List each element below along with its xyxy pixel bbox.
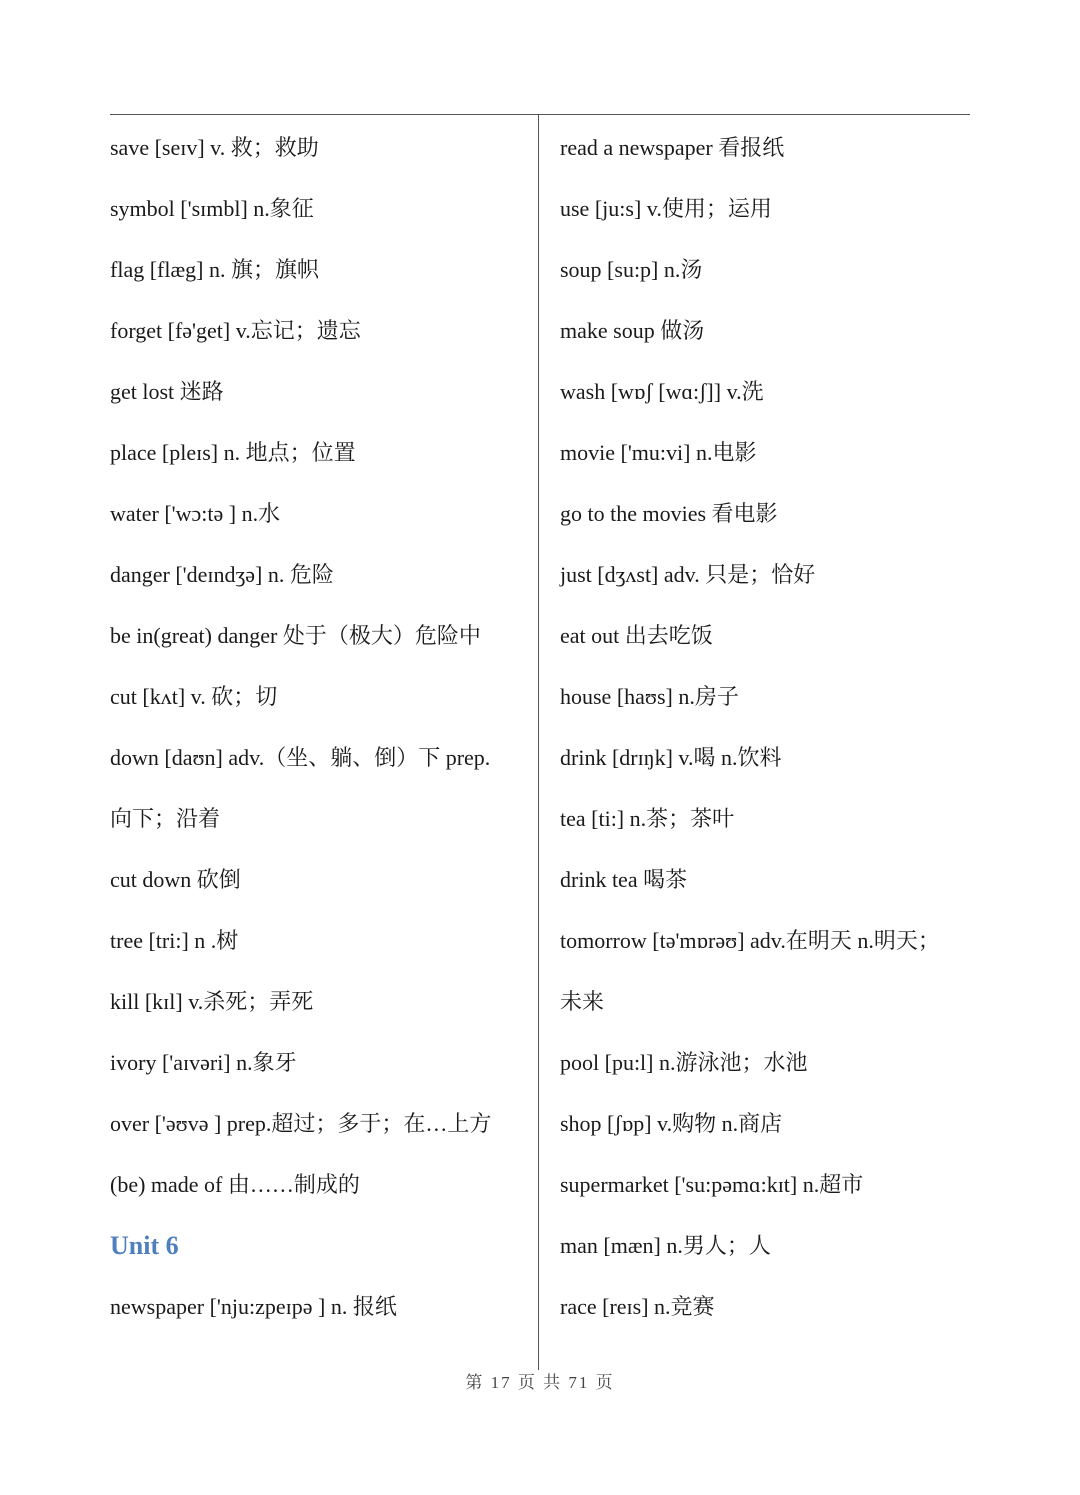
left-vocab-entry: (be) made of 由……制成的: [110, 1172, 360, 1197]
right-vocab-entry: house [haʊs] n.房子: [560, 684, 739, 709]
right-vocab-entry: tea [ti:] n.茶；茶叶: [560, 806, 735, 831]
left-vocab-entry: down [daʊn] adv.（坐、躺、倒）下 prep.: [110, 745, 491, 770]
right-vocab-entry: drink tea 喝茶: [560, 867, 688, 892]
right-vocab-entry: use [ju:s] v.使用；运用: [560, 196, 772, 221]
left-vocab-entry: cut down 砍倒: [110, 867, 241, 892]
right-vocab-entry: eat out 出去吃饭: [560, 623, 713, 648]
right-vocab-entry: wash [wɒʃ [wɑ:ʃ]] v.洗: [560, 379, 764, 404]
left-vocab-entry: forget [fə'get] v.忘记；遗忘: [110, 318, 361, 343]
column-divider: [538, 114, 539, 1370]
right-vocab-entry: supermarket ['su:pəmɑ:kɪt] n.超市: [560, 1172, 864, 1197]
right-vocab-entry: man [mæn] n.男人；人: [560, 1233, 771, 1258]
left-vocab-entry: danger ['deɪndʒə] n. 危险: [110, 562, 334, 587]
right-vocab-entry: make soup 做汤: [560, 318, 705, 343]
right-vocab-entry: go to the movies 看电影: [560, 501, 778, 526]
left-vocab-entry: symbol ['sɪmbl] n.象征: [110, 196, 314, 221]
top-rule: [110, 114, 970, 115]
left-vocab-entry: get lost 迷路: [110, 379, 224, 404]
left-vocab-entry: be in(great) danger 处于（极大）危险中: [110, 623, 481, 648]
unit-heading: Unit 6: [110, 1231, 179, 1260]
left-vocab-entry: over ['əʊvə ] prep.超过；多于；在…上方: [110, 1111, 492, 1136]
left-vocab-entry: cut [kʌt] v. 砍；切: [110, 684, 278, 709]
right-vocab-entry: read a newspaper 看报纸: [560, 135, 785, 160]
right-vocab-entry: shop [ʃɒp] v.购物 n.商店: [560, 1111, 783, 1136]
left-vocab-entry: save [seɪv] v. 救；救助: [110, 135, 319, 160]
right-vocab-entry: pool [pu:l] n.游泳池；水池: [560, 1050, 808, 1075]
left-vocab-entry: place [pleɪs] n. 地点；位置: [110, 440, 356, 465]
right-vocab-entry: movie ['mu:vi] n.电影: [560, 440, 757, 465]
right-vocab-entry: 未来: [560, 989, 605, 1014]
left-vocab-entry: kill [kɪl] v.杀死；弄死: [110, 989, 314, 1014]
left-vocab-entry: newspaper ['nju:zpeɪpə ] n. 报纸: [110, 1294, 397, 1319]
left-vocab-entry: tree [tri:] n .树: [110, 928, 239, 953]
right-vocab-entry: tomorrow [tə'mɒrəʊ] adv.在明天 n.明天；: [560, 928, 940, 953]
right-vocab-entry: drink [drɪŋk] v.喝 n.饮料: [560, 745, 782, 770]
left-vocab-entry: flag [flæg] n. 旗；旗帜: [110, 257, 319, 282]
right-vocab-entry: soup [su:p] n.汤: [560, 257, 703, 282]
left-vocab-entry: water ['wɔ:tə ] n.水: [110, 501, 281, 526]
left-vocab-entry: 向下；沿着: [110, 806, 221, 831]
right-vocab-entry: just [dʒʌst] adv. 只是；恰好: [560, 562, 816, 587]
right-vocab-entry: race [reɪs] n.竞赛: [560, 1294, 715, 1319]
right-column: [560, 117, 970, 1337]
left-vocab-entry: ivory ['aɪvəri] n.象牙: [110, 1050, 297, 1075]
left-column: [110, 117, 530, 1337]
page-footer: 第 17 页 共 71 页: [465, 1373, 615, 1392]
